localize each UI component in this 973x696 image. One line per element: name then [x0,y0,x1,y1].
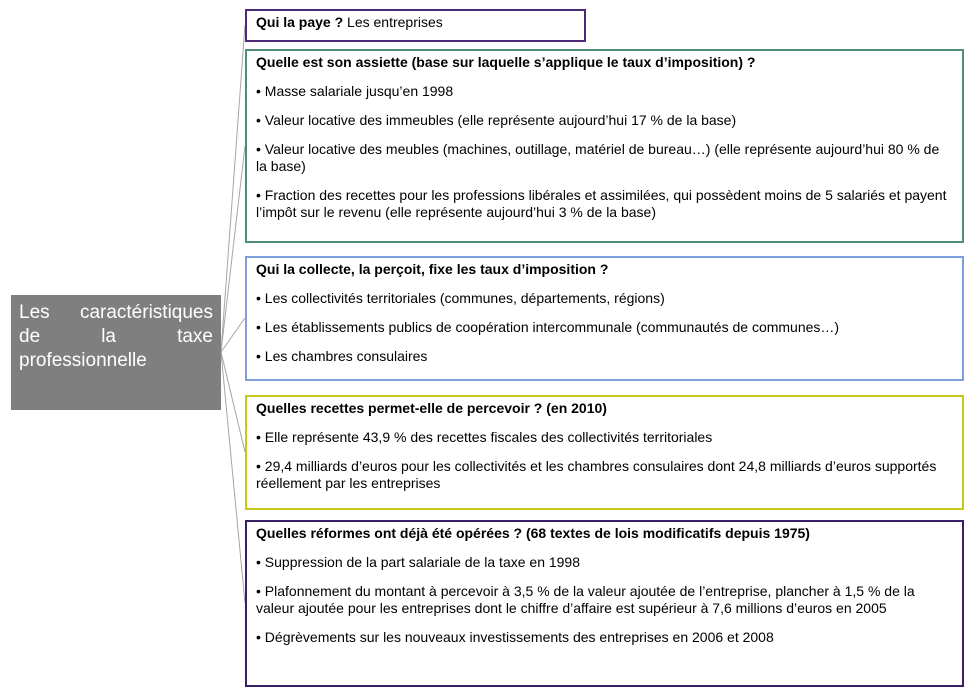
list-item: • Masse salariale jusqu’en 1998 [256,83,953,100]
bullet-list [256,429,953,492]
list-item: • Fraction des recettes pour les professions libérales et assimilées, qui possèdent moins de 5 salariés et payent l’impôt sur le revenu (elle représente aujourd’hui 3 % de la base) [256,187,953,221]
answer-text: Les entreprises [347,14,443,30]
box-question: Quelle est son assiette (base sur laquelle s’applique le taux d’imposition) ? [256,54,756,70]
box-question: Qui la collecte, la perçoit, fixe les taux d’imposition ? [256,261,609,277]
connector-line [221,146,245,352]
list-item: • Valeur locative des meubles (machines, outillage, matériel de bureau…) (elle représente aujourd’hui 80 % de la base) [256,141,953,175]
box-question: Quelles réformes ont déjà été opérées ? (68 textes de lois modificatifs depuis 1975) [256,525,810,541]
connector-line [221,352,245,603]
list-item: • Dégrèvements sur les nouveaux investissements des entreprises en 2006 et 2008 [256,629,953,646]
list-item: • Les collectivités territoriales (communes, départements, régions) [256,290,953,307]
box-revenues [245,395,964,510]
bullet-list [256,554,953,646]
box-question [256,14,575,31]
box-assiette [245,49,964,243]
list-item: • Valeur locative des immeubles (elle représente aujourd’hui 17 % de la base) [256,112,953,129]
list-item: • Les chambres consulaires [256,348,953,365]
bullet-list [256,290,953,365]
list-item: • Les établissements publics de coopération intercommunale (communautés de communes…) [256,319,953,336]
box-who-pays [245,9,586,42]
box-question: Quelles recettes permet-elle de percevoir ? (en 2010) [256,400,607,416]
list-item: • Plafonnement du montant à percevoir à 3,5 % de la valeur ajoutée de l’entreprise, plancher à 1,5 % de la valeur ajoutée pour les entreprises dont le chiffre d’affaire est supérieur à 7,6 millions d’euros en 2005 [256,583,953,617]
connector-line [221,352,245,452]
question-text: Qui la paye ? [256,14,344,30]
list-item: • Elle représente 43,9 % des recettes fiscales des collectivités territoriales [256,429,953,446]
connector-line [221,25,245,352]
list-item: • 29,4 milliards d’euros pour les collectivités et les chambres consulaires dont 24,8 milliards d’euros supportés réellement par les entreprises [256,458,953,492]
root-node: Les caractéristiques de la taxe professionnelle [11,295,221,410]
list-item: • Suppression de la part salariale de la taxe en 1998 [256,554,953,571]
box-who-collects [245,256,964,381]
box-reforms [245,520,964,687]
bullet-list [256,83,953,221]
